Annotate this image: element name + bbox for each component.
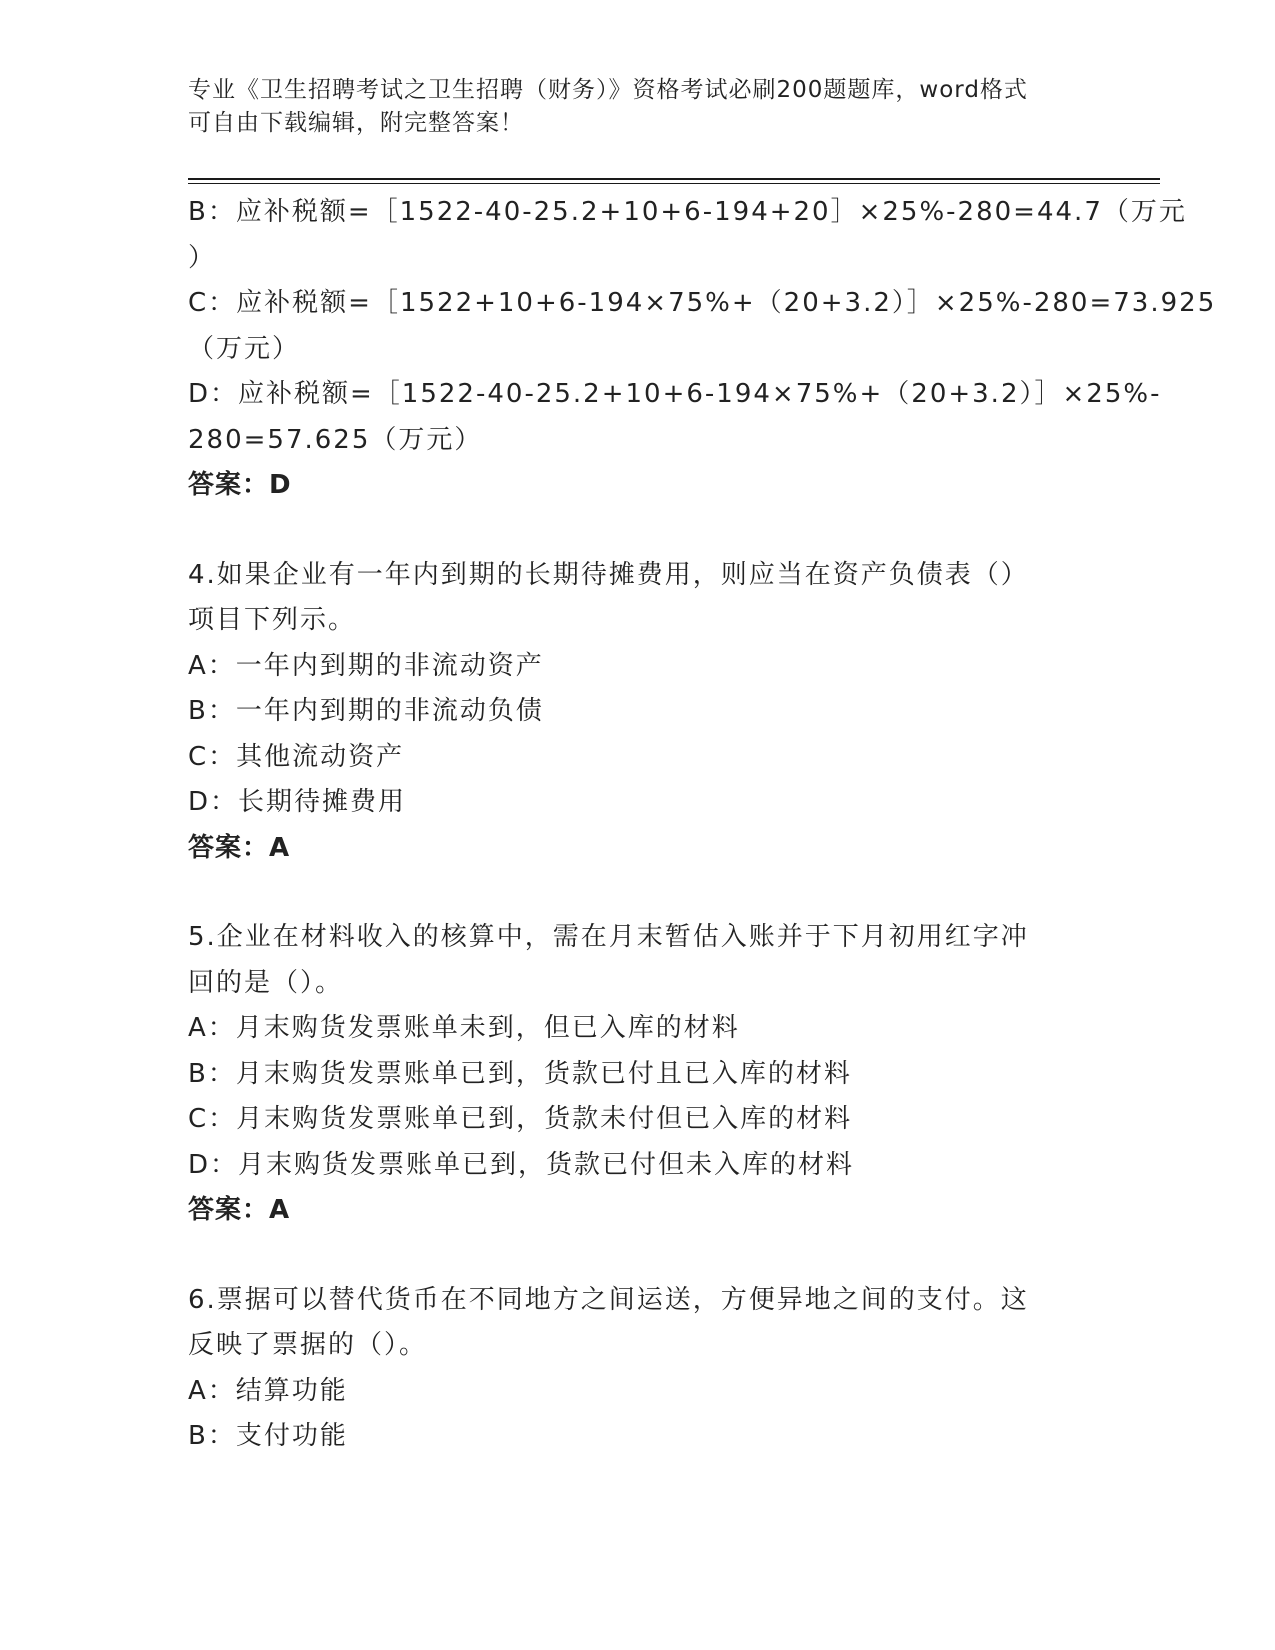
q5-stem-line-2: 回的是（）。 xyxy=(188,967,344,998)
q4-option-d: D：长期待摊费用 xyxy=(188,787,407,817)
header-divider-thin xyxy=(188,183,1160,184)
q4-answer: 答案：A xyxy=(188,832,291,863)
q4-option-c: C：其他流动资产 xyxy=(188,741,405,772)
q3-option-b-line-1: B：应补税额=［1522-40-25.2+10+6-194+20］×25%-280=44.7（万元 xyxy=(188,197,1187,227)
spacer xyxy=(188,871,1088,915)
spacer xyxy=(188,509,1088,553)
q4-stem-line-1: 4.如果企业有一年内到期的长期待摊费用，则应当在资产负债表（） xyxy=(188,559,1029,590)
q5-answer: 答案：A xyxy=(188,1195,291,1225)
spacer xyxy=(188,1234,1088,1278)
q4-stem-line-2: 项目下列示。 xyxy=(188,605,357,635)
q5-option-a: A：月末购货发票账单未到，但已入库的材料 xyxy=(188,1013,740,1043)
q3-option-d-line-1: D：应补税额=［1522-40-25.2+10+6-194×75%+（20+3.2）］×25%- xyxy=(188,379,1162,409)
q6-option-a: A：结算功能 xyxy=(188,1375,348,1406)
question-3-tail xyxy=(188,190,1217,509)
question-4 xyxy=(188,553,1088,872)
q4-option-a: A：一年内到期的非流动资产 xyxy=(188,650,544,681)
q5-option-d: D：月末购货发票账单已到，货款已付但未入库的材料 xyxy=(188,1149,855,1180)
question-6 xyxy=(188,1278,1088,1460)
q5-option-b: B：月末购货发票账单已到，货款已付且已入库的材料 xyxy=(188,1058,852,1089)
q6-option-b: B：支付功能 xyxy=(188,1421,348,1451)
q3-option-d-line-2: 280=57.625（万元） xyxy=(188,424,483,455)
q6-stem-line-1: 6.票据可以替代货币在不同地方之间运送，方便异地之间的支付。这 xyxy=(188,1284,1029,1315)
header-line-2: 可自由下载编辑，附完整答案！ xyxy=(188,110,524,136)
q6-stem-line-2: 反映了票据的（）。 xyxy=(188,1330,428,1360)
q5-option-c: C：月末购货发票账单已到，货款未付但已入库的材料 xyxy=(188,1104,853,1134)
page-header xyxy=(188,74,1068,140)
q3-option-b-line-2: ） xyxy=(188,242,217,273)
q4-option-b: B：一年内到期的非流动负债 xyxy=(188,696,544,726)
q3-answer: 答案：D xyxy=(188,470,292,500)
header-line-1: 专业《卫生招聘考试之卫生招聘（财务）》资格考试必刷200题题库，word格式 xyxy=(188,77,1028,103)
question-content xyxy=(188,190,1217,1460)
header-divider-thick xyxy=(188,178,1160,180)
q5-stem-line-1: 5.企业在材料收入的核算中，需在月末暂估入账并于下月初用红字冲 xyxy=(188,922,1029,952)
q3-option-c-line-2: （万元） xyxy=(188,333,301,364)
q3-option-c-line-1: C：应补税额=［1522+10+6-194×75%+（20+3.2）］×25%-280=73.925 xyxy=(188,288,1217,318)
question-5 xyxy=(188,915,1088,1234)
